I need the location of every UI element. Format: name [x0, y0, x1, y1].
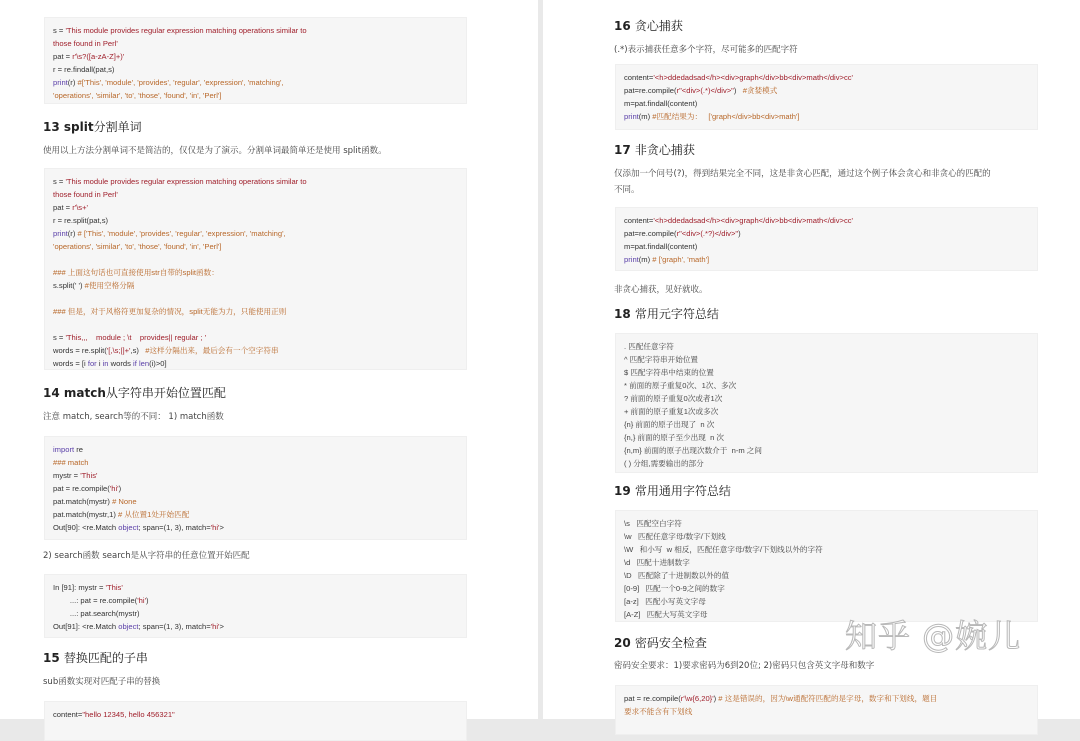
- code-token: i: [96, 359, 103, 368]
- code-token: those found in Perl': [53, 190, 118, 199]
- code-token: ...: pat = re.compile(: [53, 596, 138, 605]
- summary-line: \D 匹配除了十进制数以外的值: [624, 571, 730, 580]
- section-heading-18: [614, 305, 719, 322]
- code-token: 'This,,, module ; \t provides|| regular ; ': [65, 333, 207, 342]
- code-block: [44, 168, 467, 370]
- general-char-summary-block: [615, 510, 1038, 622]
- code-line: [53, 581, 458, 594]
- code-token: print: [624, 112, 639, 121]
- heading-text: 替换匹配的子串: [63, 651, 148, 665]
- code-line: [624, 214, 1029, 227]
- code-token: m=pat.findall(content): [624, 99, 698, 108]
- code-line: [624, 227, 1029, 240]
- paragraph: 不同。: [614, 185, 640, 195]
- code-line: [53, 89, 458, 102]
- summary-line: [0-9] 匹配一个0-9之间的数字: [624, 584, 725, 593]
- code-token: #贪婪模式: [742, 86, 778, 95]
- paragraph: sub函数实现对匹配子串的替换: [43, 677, 161, 687]
- code-token: 'operations', 'similar', 'to', 'those', 'found', 'in', 'Perl']: [53, 242, 222, 251]
- code-line: [53, 620, 458, 633]
- code-line: [53, 266, 458, 279]
- summary-line: {n,} 前面的原子至少出现 n 次: [624, 433, 725, 442]
- code-line: [624, 84, 1029, 97]
- code-line: [53, 318, 458, 331]
- code-line: [53, 469, 458, 482]
- heading-text: 密码安全检查: [634, 636, 707, 650]
- code-line: [624, 97, 1029, 110]
- code-token: # ['This', 'module', 'provides', 'regular', 'expression', 'matching',: [77, 229, 286, 238]
- code-token: print: [624, 255, 639, 264]
- code-token: 'This module provides regular expression matching operations similar to: [65, 26, 307, 35]
- code-block: [44, 436, 467, 540]
- code-line: [53, 708, 458, 721]
- code-line: [53, 214, 458, 227]
- paragraph: 使用以上方法分割单词不是简洁的，仅仅是为了演示。分割单词最简单还是使用 split函数。: [43, 146, 387, 156]
- heading-number: 16: [614, 19, 635, 33]
- code-line: [53, 253, 458, 266]
- code-token: # 这是错误的，因为\w通配符匹配的是字母，数字和下划线，题目: [718, 694, 938, 703]
- document-page-right: [543, 0, 1080, 719]
- paragraph: 注意 match, search等的不同： 1) match函数: [43, 412, 224, 422]
- code-token: #这样分隔出来，最后会有一个空字符串: [145, 346, 279, 355]
- code-line: [53, 292, 458, 305]
- code-block: [44, 574, 467, 638]
- code-token: 'This module provides regular expression matching operations similar to: [65, 177, 307, 186]
- document-page-left: [0, 0, 538, 719]
- code-token: re: [74, 445, 83, 454]
- code-token: 'This': [80, 471, 98, 480]
- code-token: words = [i: [53, 359, 88, 368]
- code-token: words = re.split(: [53, 346, 107, 355]
- code-token: content=: [624, 216, 654, 225]
- summary-line: ( ) 分组,需要输出的部分: [624, 459, 704, 468]
- code-line: [624, 240, 1029, 253]
- code-token: pat=re.compile(: [624, 229, 677, 238]
- code-token: (r): [67, 78, 78, 87]
- code-line: [53, 76, 458, 89]
- zhihu-watermark: 知乎 @婉儿: [845, 617, 1022, 655]
- summary-line: ^ 匹配字符串开始位置: [624, 355, 699, 364]
- heading-text: 常用元字符总结: [634, 307, 719, 321]
- code-token: s =: [53, 333, 66, 342]
- heading-number: 13 split: [43, 120, 94, 134]
- code-token: r'\s?([a-zA-Z]+)': [72, 52, 125, 61]
- summary-line: * 前面的原子重复0次、1次、多次: [624, 381, 737, 390]
- summary-line: [a-z] 匹配小写英文字母: [624, 597, 706, 606]
- code-token: 'hi': [210, 523, 220, 532]
- code-block: [44, 701, 467, 741]
- code-token: r"<div>(.*?)</div>": [676, 229, 739, 238]
- code-block: [615, 207, 1038, 271]
- code-line: [624, 71, 1029, 84]
- code-line: [53, 227, 458, 240]
- code-token: mystr =: [53, 471, 81, 480]
- code-token: #使用空格分隔: [84, 281, 135, 290]
- code-token: ### 但是，对于风格符更加复杂的情况，split无能为力，只能使用正则: [53, 307, 287, 316]
- code-line: [53, 357, 458, 370]
- code-token: pat =: [53, 52, 73, 61]
- code-token: ): [713, 694, 719, 703]
- code-token: 'hi': [109, 484, 119, 493]
- section-heading-17: [614, 141, 695, 158]
- summary-line: \W 和小写 w 相反，匹配任意字母/数字/下划线以外的字符: [624, 545, 823, 554]
- code-token: import: [53, 445, 75, 454]
- code-line: [53, 456, 458, 469]
- code-token: 'operations', 'similar', 'to', 'those', 'found', 'in', 'Perl']: [53, 91, 222, 100]
- code-token: 要求不能含有下划线: [624, 707, 693, 716]
- code-token: s.split(' '): [53, 281, 85, 290]
- code-line: [53, 521, 458, 534]
- code-token: words: [108, 359, 134, 368]
- code-token: (m): [638, 112, 653, 121]
- code-token: pat = re.compile(: [53, 484, 110, 493]
- heading-number: 20: [614, 636, 635, 650]
- code-line: [624, 110, 1029, 123]
- code-token: print: [53, 229, 68, 238]
- code-token: Out[90]: <re.Match: [53, 523, 119, 532]
- heading-text: 贪心捕获: [634, 19, 683, 33]
- section-heading-14: [43, 384, 226, 401]
- code-line: [53, 443, 458, 456]
- code-token: # ['graph', 'math']: [652, 255, 710, 264]
- heading-text: 分割单词: [93, 120, 142, 134]
- section-heading-15: [43, 649, 148, 666]
- code-token: r = re.findall(pat,s): [53, 65, 115, 74]
- code-token: 'hi': [210, 622, 220, 631]
- code-token: m=pat.findall(content): [624, 242, 698, 251]
- code-token: # None: [112, 497, 137, 506]
- code-token: 'hi': [137, 596, 147, 605]
- code-token: #匹配结果为： ['graph</div>bb<div>math']: [652, 112, 800, 121]
- heading-number: 14 match: [43, 386, 106, 400]
- code-token: content=: [53, 710, 83, 719]
- paragraph: 非贪心捕获，见好就收。: [614, 285, 708, 295]
- heading-text: 从字符串开始位置匹配: [105, 386, 226, 400]
- code-line: [53, 344, 458, 357]
- code-line: [53, 495, 458, 508]
- summary-line: ? 前面的原子重复0次或者1次: [624, 394, 723, 403]
- code-token: r"<div>(.*)</div>": [676, 86, 734, 95]
- code-token: r = re.split(pat,s): [53, 216, 109, 225]
- code-token: ): [738, 229, 741, 238]
- summary-line: [A-Z] 匹配大写英文字母: [624, 610, 708, 619]
- code-token: for: [87, 359, 97, 368]
- section-heading-19: [614, 482, 731, 499]
- code-token: In [91]: mystr =: [53, 583, 106, 592]
- code-token: pat = re.compile(: [624, 694, 681, 703]
- code-token: pat =: [53, 203, 73, 212]
- summary-line: + 前面的原子重复1次或多次: [624, 407, 719, 416]
- summary-line: \w 匹配任意字母/数字/下划线: [624, 532, 726, 541]
- code-token: s =: [53, 177, 66, 186]
- code-line: [53, 50, 458, 63]
- code-line: [53, 37, 458, 50]
- code-token: '<h>ddedadsad</h><div>graph</div>bb<div>math</div>cc': [653, 73, 854, 82]
- heading-number: 18: [614, 307, 635, 321]
- code-token: r'\w{6,20}': [680, 694, 714, 703]
- code-token: if: [133, 359, 137, 368]
- code-token: "hello 12345, hello 456321": [82, 710, 175, 719]
- paragraph: (.*)表示捕获任意多个字符，尽可能多的匹配字符: [614, 45, 798, 55]
- summary-line: $ 匹配字符串中结束的位置: [624, 368, 714, 377]
- code-line: [53, 594, 458, 607]
- code-token: len: [138, 359, 150, 368]
- heading-text: 非贪心捕获: [634, 143, 695, 157]
- code-token: '[,\s;|]+': [106, 346, 131, 355]
- code-token: (m): [638, 255, 653, 264]
- code-token: in: [102, 359, 109, 368]
- code-token: ### match: [53, 458, 89, 467]
- code-token: object: [118, 622, 139, 631]
- code-token: ; span=(1, 3), match=: [138, 523, 211, 532]
- code-line: [624, 253, 1029, 266]
- code-token: (r): [67, 229, 78, 238]
- code-line: [53, 188, 458, 201]
- code-token: ,s): [130, 346, 146, 355]
- heading-text: 常用通用字符总结: [634, 484, 731, 498]
- code-token: ...: pat.search(mystr): [53, 609, 140, 618]
- summary-line: \d 匹配十进制数字: [624, 558, 690, 567]
- code-token: >: [219, 523, 224, 532]
- code-token: pat.match(mystr): [53, 497, 113, 506]
- code-line: [624, 705, 1029, 718]
- code-line: [53, 175, 458, 188]
- code-token: Out[91]: <re.Match: [53, 622, 119, 631]
- code-token: print: [53, 78, 68, 87]
- code-token: ): [733, 86, 743, 95]
- code-token: (i)>0]: [149, 359, 167, 368]
- code-line: [624, 692, 1029, 705]
- code-line: [53, 279, 458, 292]
- paragraph: 仅添加一个问号(?)，得到结果完全不同，这是非贪心匹配，通过这个例子体会贪心和非贪心的匹配的: [614, 169, 991, 179]
- code-token: ): [146, 596, 149, 605]
- code-token: pat=re.compile(: [624, 86, 677, 95]
- paragraph: 2) search函数 search是从字符串的任意位置开始匹配: [43, 551, 250, 561]
- heading-number: 19: [614, 484, 635, 498]
- paragraph: 密码安全要求：1)要求密码为6到20位; 2)密码只包含英文字母和数字: [614, 661, 875, 671]
- metachar-summary-block: [615, 333, 1038, 473]
- summary-line: \s 匹配空白字符: [624, 519, 682, 528]
- summary-line: {n} 前面的原子出现了 n 次: [624, 420, 715, 429]
- heading-number: 15: [43, 651, 64, 665]
- code-line: [53, 63, 458, 76]
- summary-line: {n,m} 前面的原子出现次数介于 n-m 之间: [624, 446, 762, 455]
- section-heading-13: [43, 118, 142, 135]
- section-heading-20: [614, 634, 707, 651]
- code-line: [53, 607, 458, 620]
- code-token: r'\s+': [72, 203, 88, 212]
- code-token: ): [118, 484, 122, 493]
- code-token: #['This', 'module', 'provides', 'regular', 'expression', 'matching',: [77, 78, 284, 87]
- code-token: 'This': [105, 583, 123, 592]
- code-block: [44, 17, 467, 104]
- code-line: [53, 482, 458, 495]
- code-token: >: [219, 622, 224, 631]
- code-line: [53, 305, 458, 318]
- code-block: [615, 64, 1038, 130]
- heading-number: 17: [614, 143, 635, 157]
- code-line: [53, 201, 458, 214]
- code-token: s =: [53, 26, 66, 35]
- code-token: those found in Perl': [53, 39, 118, 48]
- code-token: ; span=(1, 3), match=: [138, 622, 211, 631]
- code-token: # 从位置1处开始匹配: [117, 510, 190, 519]
- code-token: object: [118, 523, 139, 532]
- section-heading-16: [614, 17, 683, 34]
- summary-line: . 匹配任意字符: [624, 342, 674, 351]
- code-line: [53, 24, 458, 37]
- code-line: [53, 240, 458, 253]
- code-line: [53, 331, 458, 344]
- code-token: content=: [624, 73, 654, 82]
- code-token: pat.match(mystr,1): [53, 510, 118, 519]
- code-token: '<h>ddedadsad</h><div>graph</div>bb<div>math</div>cc': [653, 216, 854, 225]
- code-token: ### 上面这句话也可直接使用str自带的split函数：: [53, 268, 219, 277]
- code-block: [615, 685, 1038, 735]
- code-line: [53, 508, 458, 521]
